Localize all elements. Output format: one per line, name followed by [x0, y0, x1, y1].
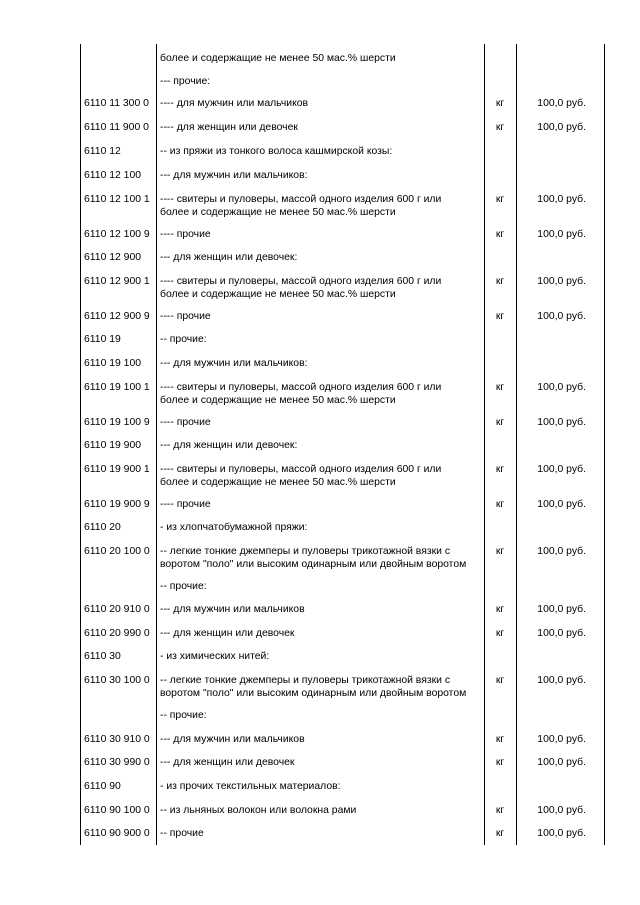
tariff-code: 6110 30 990 0: [84, 757, 150, 768]
description-line: более и содержащие не менее 50 мас.% шерсти: [160, 477, 396, 488]
tariff-code: 6110 19 100 9: [84, 417, 150, 428]
unit-of-measure: кг: [495, 382, 505, 393]
description-line: --- для женщин или девочек:: [160, 252, 298, 263]
goods-description: [160, 650, 269, 663]
goods-description: [160, 627, 294, 640]
duty-rate: 100,0 руб.: [537, 194, 586, 205]
tariff-code: 6110 19 900: [84, 440, 142, 451]
unit-of-measure: кг: [495, 546, 505, 557]
unit-of-measure: кг: [495, 417, 505, 428]
tariff-code: 6110 19 900 1: [84, 464, 150, 475]
tariff-code: 6110 19 900 9: [84, 499, 150, 510]
unit-of-measure: кг: [495, 311, 505, 322]
tariff-code: 6110 30: [84, 651, 121, 662]
tariff-code: 6110 12 900 1: [84, 276, 150, 287]
description-line: --- для женщин или девочек:: [160, 440, 298, 451]
goods-description: [160, 780, 341, 793]
goods-description: [160, 97, 308, 110]
tariff-code: 6110 12 900: [84, 252, 142, 263]
tariff-code: 6110 19 100 1: [84, 382, 150, 393]
description-line: -- легкие тонкие джемперы и пуловеры трикотажной вязки с: [160, 675, 451, 686]
description-line: ---- прочие: [160, 499, 211, 510]
tariff-code: 6110 12 100: [84, 170, 142, 181]
unit-of-measure: кг: [495, 194, 505, 205]
goods-description: [160, 169, 307, 182]
goods-description: [160, 75, 210, 88]
duty-rate: 100,0 руб.: [537, 382, 586, 393]
duty-rate: 100,0 руб.: [537, 417, 586, 428]
unit-of-measure: кг: [495, 464, 505, 475]
description-line: ---- свитеры и пуловеры, массой одного изделия 600 г или: [160, 464, 442, 475]
table-divider-unit: [516, 44, 517, 845]
description-line: --- прочие:: [160, 76, 211, 87]
description-line: воротом "поло" или высоким одинарным или двойным воротом: [160, 688, 467, 699]
goods-description: [160, 333, 207, 346]
duty-rate: 100,0 руб.: [537, 311, 586, 322]
tariff-code: 6110 90: [84, 781, 121, 792]
tariff-code: 6110 20 910 0: [84, 604, 150, 615]
description-line: --- для мужчин или мальчиков: [160, 604, 305, 615]
duty-rate: 100,0 руб.: [537, 805, 586, 816]
duty-rate: 100,0 руб.: [537, 675, 586, 686]
duty-rate: 100,0 руб.: [537, 499, 586, 510]
tariff-code: 6110 19 100: [84, 358, 142, 369]
goods-description: [160, 804, 356, 817]
unit-of-measure: кг: [495, 499, 505, 510]
description-line: -- прочие:: [160, 334, 207, 345]
goods-description: [160, 498, 211, 511]
description-line: более и содержащие не менее 50 мас.% шерсти: [160, 53, 396, 64]
unit-of-measure: кг: [495, 828, 505, 839]
description-line: воротом "поло" или высоким одинарным или двойным воротом: [160, 559, 467, 570]
tariff-code: 6110 90 900 0: [84, 828, 150, 839]
tariff-code: 6110 11 300 0: [84, 98, 149, 109]
description-line: -- из пряжи из тонкого волоса кашмирской козы:: [160, 146, 393, 157]
description-line: ---- для мужчин или мальчиков: [160, 98, 309, 109]
table-border-right: [604, 44, 605, 845]
tariff-code: 6110 12: [84, 146, 121, 157]
description-line: -- прочие:: [160, 581, 207, 592]
goods-description: [160, 145, 392, 158]
tariff-code: 6110 12 100 9: [84, 229, 150, 240]
duty-rate: 100,0 руб.: [537, 546, 586, 557]
duty-rate: 100,0 руб.: [537, 757, 586, 768]
goods-description: [160, 709, 207, 722]
description-line: --- для женщин или девочек: [160, 757, 295, 768]
duty-rate: 100,0 руб.: [537, 464, 586, 475]
tariff-code: 6110 12 100 1: [84, 194, 150, 205]
tariff-code: 6110 20 100 0: [84, 546, 150, 557]
duty-rate: 100,0 руб.: [537, 628, 586, 639]
unit-of-measure: кг: [495, 628, 505, 639]
goods-description: [160, 545, 466, 571]
description-line: --- для мужчин или мальчиков:: [160, 358, 308, 369]
goods-description: [160, 251, 297, 264]
goods-description: [160, 310, 211, 323]
description-line: --- для мужчин или мальчиков:: [160, 170, 308, 181]
description-line: более и содержащие не менее 50 мас.% шерсти: [160, 289, 396, 300]
description-line: - из химических нитей:: [160, 651, 270, 662]
goods-description: [160, 439, 297, 452]
unit-of-measure: кг: [495, 675, 505, 686]
goods-description: [160, 416, 211, 429]
goods-description: [160, 357, 307, 370]
tariff-code: 6110 90 100 0: [84, 805, 150, 816]
duty-rate: 100,0 руб.: [537, 98, 586, 109]
unit-of-measure: кг: [495, 98, 505, 109]
table-divider-code: [156, 44, 157, 845]
tariff-code: 6110 20 990 0: [84, 628, 150, 639]
description-line: более и содержащие не менее 50 мас.% шерсти: [160, 207, 396, 218]
goods-description: [160, 733, 305, 746]
description-line: ---- свитеры и пуловеры, массой одного изделия 600 г или: [160, 194, 442, 205]
unit-of-measure: кг: [495, 757, 505, 768]
goods-description: [160, 121, 298, 134]
goods-description: [160, 674, 466, 700]
description-line: -- из льняных волокон или волокна рами: [160, 805, 357, 816]
goods-description: [160, 756, 294, 769]
tariff-code: 6110 30 910 0: [84, 734, 150, 745]
duty-rate: 100,0 руб.: [537, 122, 586, 133]
goods-description: [160, 580, 207, 593]
unit-of-measure: кг: [495, 604, 505, 615]
description-line: --- для мужчин или мальчиков: [160, 734, 305, 745]
duty-rate: 100,0 руб.: [537, 229, 586, 240]
tariff-code: 6110 20: [84, 522, 121, 533]
table-divider-desc: [484, 44, 485, 845]
goods-description: [160, 52, 396, 65]
unit-of-measure: кг: [495, 805, 505, 816]
unit-of-measure: кг: [495, 734, 505, 745]
goods-description: [160, 603, 305, 616]
description-line: - из прочих текстильных материалов:: [160, 781, 341, 792]
duty-rate: 100,0 руб.: [537, 604, 586, 615]
tariff-code: 6110 12 900 9: [84, 311, 150, 322]
duty-rate: 100,0 руб.: [537, 828, 586, 839]
description-line: более и содержащие не менее 50 мас.% шерсти: [160, 395, 396, 406]
description-line: ---- прочие: [160, 417, 211, 428]
description-line: - из хлопчатобумажной пряжи:: [160, 522, 308, 533]
duty-rate: 100,0 руб.: [537, 276, 586, 287]
unit-of-measure: кг: [495, 122, 505, 133]
goods-description: [160, 381, 441, 407]
goods-description: [160, 193, 441, 219]
description-line: ---- свитеры и пуловеры, массой одного изделия 600 г или: [160, 276, 442, 287]
goods-description: [160, 521, 307, 534]
goods-description: [160, 827, 204, 840]
description-line: ---- прочие: [160, 311, 211, 322]
table-border-left: [80, 44, 81, 845]
tariff-code: 6110 11 900 0: [84, 122, 149, 133]
goods-description: [160, 463, 441, 489]
duty-rate: 100,0 руб.: [537, 734, 586, 745]
description-line: --- для женщин или девочек: [160, 628, 295, 639]
tariff-code: 6110 30 100 0: [84, 675, 150, 686]
tariff-code: 6110 19: [84, 334, 121, 345]
description-line: ---- для женщин или девочек: [160, 122, 298, 133]
unit-of-measure: кг: [495, 276, 505, 287]
description-line: ---- свитеры и пуловеры, массой одного изделия 600 г или: [160, 382, 442, 393]
description-line: -- прочие: [160, 828, 204, 839]
goods-description: [160, 228, 211, 241]
description-line: -- легкие тонкие джемперы и пуловеры трикотажной вязки с: [160, 546, 451, 557]
goods-description: [160, 275, 441, 301]
description-line: -- прочие:: [160, 710, 207, 721]
description-line: ---- прочие: [160, 229, 211, 240]
unit-of-measure: кг: [495, 229, 505, 240]
